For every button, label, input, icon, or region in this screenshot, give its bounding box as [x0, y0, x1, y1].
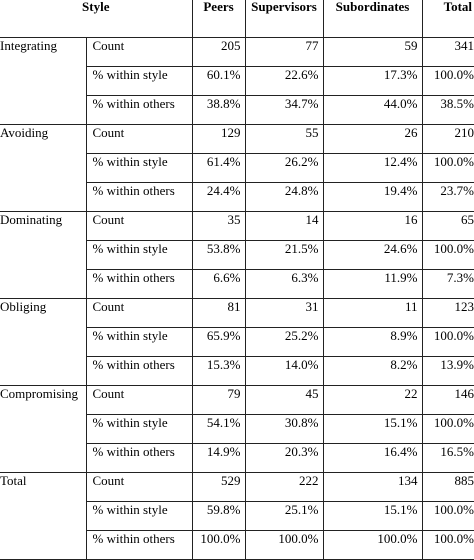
cell-total: 100.0% — [422, 241, 474, 270]
measure-label: % within style — [86, 415, 192, 444]
cell-total: 23.7% — [422, 183, 474, 212]
cell-subordinates: 24.6% — [323, 241, 422, 270]
cell-total: 7.3% — [422, 270, 474, 299]
cell-subordinates: 16 — [323, 212, 422, 241]
cell-peers: 35 — [192, 212, 245, 241]
measure-label: % within others — [86, 444, 192, 473]
cell-peers: 24.4% — [192, 183, 245, 212]
cell-supervisors: 77 — [245, 38, 323, 67]
cell-peers: 14.9% — [192, 444, 245, 473]
cell-subordinates: 12.4% — [323, 154, 422, 183]
cell-peers: 81 — [192, 299, 245, 328]
cell-subordinates: 19.4% — [323, 183, 422, 212]
header-style: Style — [0, 0, 192, 38]
cell-total: 16.5% — [422, 444, 474, 473]
cell-supervisors: 100.0% — [245, 531, 323, 560]
style-cell-empty — [0, 444, 86, 473]
cell-total: 146 — [422, 386, 474, 415]
header-peers: Peers — [192, 0, 245, 38]
table-row — [0, 473, 474, 502]
cell-total: 100.0% — [422, 328, 474, 357]
table-row — [0, 299, 474, 328]
style-label: Integrating — [0, 38, 58, 53]
measure-label: Count — [86, 38, 192, 67]
table-row — [0, 38, 474, 67]
cell-total: 123 — [422, 299, 474, 328]
cell-supervisors: 20.3% — [245, 444, 323, 473]
measure-label: Count — [86, 125, 192, 154]
table-row — [0, 415, 474, 444]
cell-peers: 65.9% — [192, 328, 245, 357]
cell-total: 210 — [422, 125, 474, 154]
measure-label: % within style — [86, 328, 192, 357]
cell-total: 100.0% — [422, 531, 474, 560]
cell-total: 341 — [422, 38, 474, 67]
cell-peers: 15.3% — [192, 357, 245, 386]
table-row — [0, 241, 474, 270]
cell-total: 885 — [422, 473, 474, 502]
measure-label: Count — [86, 299, 192, 328]
style-label: Obliging — [0, 299, 47, 314]
cell-supervisors: 25.1% — [245, 502, 323, 531]
measure-label: % within style — [86, 67, 192, 96]
style-cell-empty — [0, 96, 86, 125]
cell-peers: 53.8% — [192, 241, 245, 270]
cell-subordinates: 134 — [323, 473, 422, 502]
cell-supervisors: 55 — [245, 125, 323, 154]
cell-supervisors: 30.8% — [245, 415, 323, 444]
cell-peers: 38.8% — [192, 96, 245, 125]
cell-supervisors: 26.2% — [245, 154, 323, 183]
cell-total: 100.0% — [422, 67, 474, 96]
cell-peers: 61.4% — [192, 154, 245, 183]
cell-total: 100.0% — [422, 502, 474, 531]
cell-subordinates: 17.3% — [323, 67, 422, 96]
cell-subordinates: 15.1% — [323, 415, 422, 444]
measure-label: % within others — [86, 183, 192, 212]
cell-supervisors: 22.6% — [245, 67, 323, 96]
table-body — [0, 38, 474, 560]
cell-subordinates: 100.0% — [323, 531, 422, 560]
style-cell-empty — [0, 415, 86, 444]
style-label: Compromising — [0, 386, 79, 401]
cell-subordinates: 26 — [323, 125, 422, 154]
cell-subordinates: 11.9% — [323, 270, 422, 299]
cell-subordinates: 15.1% — [323, 502, 422, 531]
table-row — [0, 212, 474, 241]
cell-subordinates: 11 — [323, 299, 422, 328]
style-cell-empty — [0, 241, 86, 270]
cell-peers: 100.0% — [192, 531, 245, 560]
cell-peers: 54.1% — [192, 415, 245, 444]
table-row — [0, 531, 474, 560]
measure-label: Count — [86, 473, 192, 502]
measure-label: % within others — [86, 270, 192, 299]
header-supervisors: Supervisors — [245, 0, 323, 38]
cell-total: 65 — [422, 212, 474, 241]
cell-total: 100.0% — [422, 154, 474, 183]
measure-label: % within others — [86, 357, 192, 386]
style-cell-empty — [0, 183, 86, 212]
cell-supervisors: 14.0% — [245, 357, 323, 386]
cell-supervisors: 222 — [245, 473, 323, 502]
cell-supervisors: 24.8% — [245, 183, 323, 212]
cell-subordinates: 59 — [323, 38, 422, 67]
cell-peers: 129 — [192, 125, 245, 154]
measure-label: % within others — [86, 531, 192, 560]
cell-supervisors: 6.3% — [245, 270, 323, 299]
style-cell-empty — [0, 67, 86, 96]
table-row — [0, 444, 474, 473]
table-row — [0, 67, 474, 96]
cell-subordinates: 16.4% — [323, 444, 422, 473]
cell-total: 100.0% — [422, 415, 474, 444]
style-label: Total — [0, 473, 27, 488]
cell-subordinates: 8.9% — [323, 328, 422, 357]
cell-peers: 6.6% — [192, 270, 245, 299]
cell-peers: 59.8% — [192, 502, 245, 531]
table-row — [0, 357, 474, 386]
table-row — [0, 328, 474, 357]
cell-subordinates: 8.2% — [323, 357, 422, 386]
measure-label: Count — [86, 212, 192, 241]
style-cell-empty — [0, 270, 86, 299]
table-row — [0, 386, 474, 415]
header-subordinates: Subordinates — [323, 0, 422, 38]
cell-peers: 60.1% — [192, 67, 245, 96]
cell-subordinates: 22 — [323, 386, 422, 415]
style-cell-empty — [0, 502, 86, 531]
cell-supervisors: 14 — [245, 212, 323, 241]
table-row — [0, 154, 474, 183]
cell-peers: 79 — [192, 386, 245, 415]
measure-label: % within style — [86, 241, 192, 270]
table-header — [0, 0, 474, 38]
table-row — [0, 125, 474, 154]
style-cell-empty — [0, 357, 86, 386]
measure-label: % within style — [86, 154, 192, 183]
cell-supervisors: 34.7% — [245, 96, 323, 125]
table-row — [0, 96, 474, 125]
cell-total: 38.5% — [422, 96, 474, 125]
measure-label: Count — [86, 386, 192, 415]
cell-supervisors: 21.5% — [245, 241, 323, 270]
style-label: Avoiding — [0, 125, 49, 140]
cell-total: 13.9% — [422, 357, 474, 386]
cell-supervisors: 25.2% — [245, 328, 323, 357]
measure-label: % within others — [86, 96, 192, 125]
style-cell-empty — [0, 328, 86, 357]
cell-supervisors: 45 — [245, 386, 323, 415]
style-cell-empty — [0, 154, 86, 183]
cell-supervisors: 31 — [245, 299, 323, 328]
cell-peers: 205 — [192, 38, 245, 67]
header-total: Total — [422, 0, 474, 38]
style-cell-empty — [0, 531, 86, 560]
table-row — [0, 183, 474, 212]
header-row — [0, 0, 474, 38]
table-row — [0, 270, 474, 299]
style-label: Dominating — [0, 212, 63, 227]
table-row — [0, 502, 474, 531]
measure-label: % within style — [86, 502, 192, 531]
cell-subordinates: 44.0% — [323, 96, 422, 125]
cell-peers: 529 — [192, 473, 245, 502]
